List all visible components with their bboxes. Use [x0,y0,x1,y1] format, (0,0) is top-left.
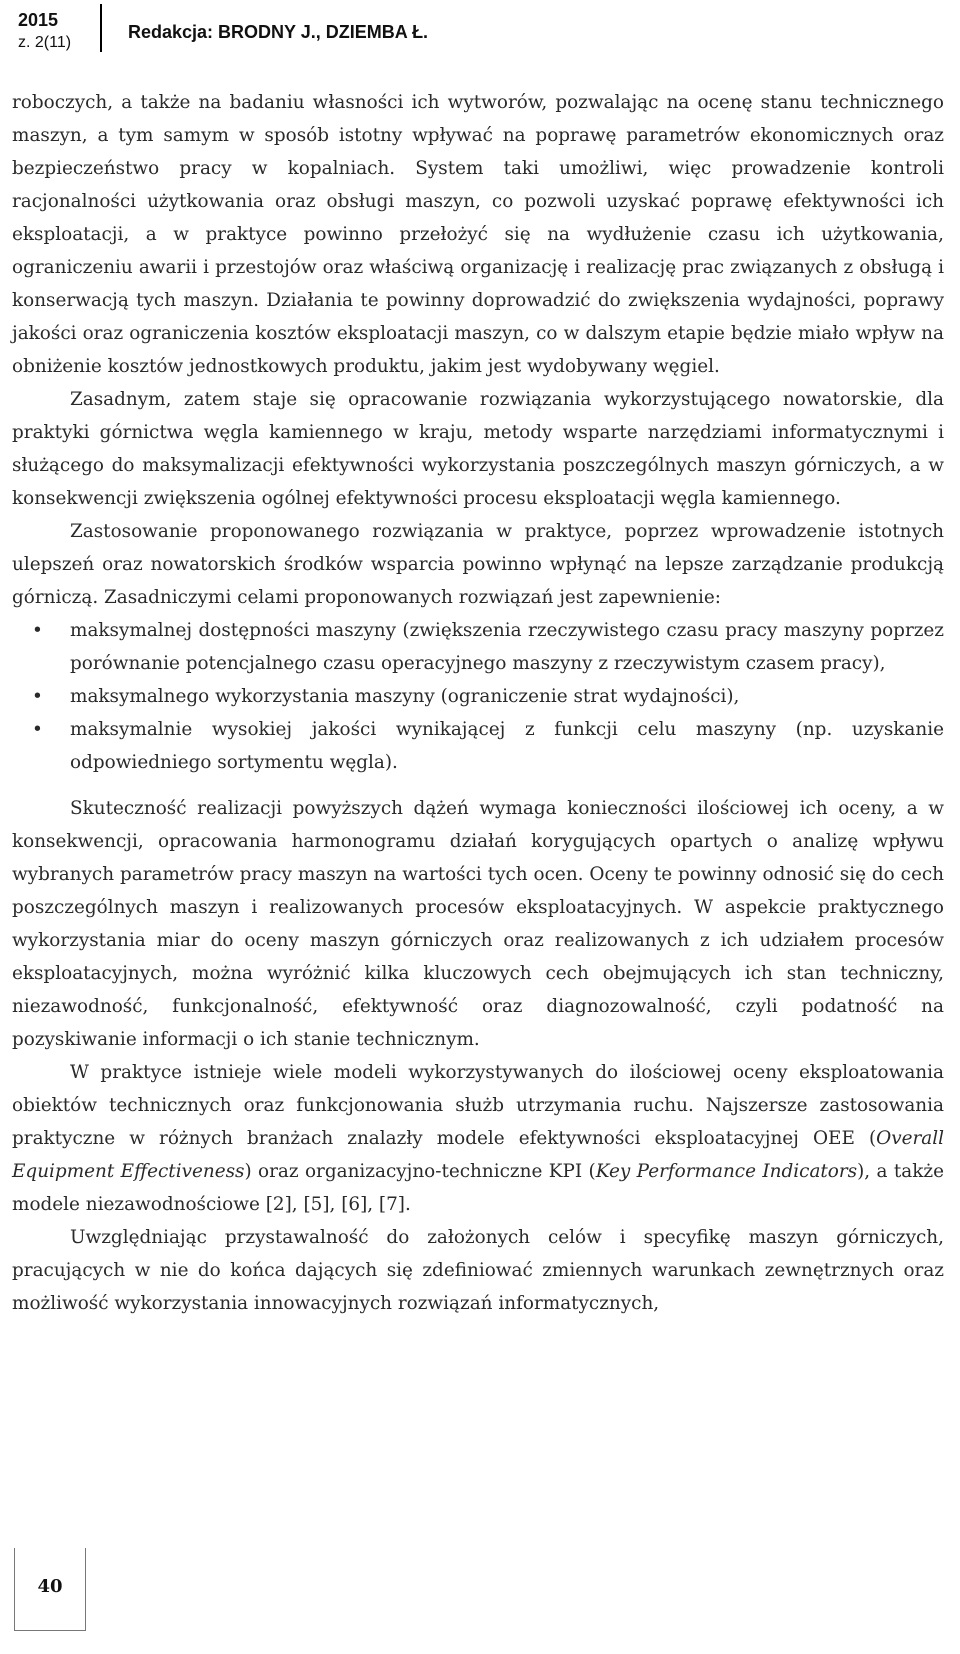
list-item-text: maksymalnej dostępności maszyny (zwiększenia rzeczywistego czasu pracy maszyny poprzez porównanie potencjalnego czasu operacyjnego maszyny z rzeczywistym czasem pracy), [70,620,944,674]
page-number: 40 [37,1576,63,1597]
list-item [12,614,944,680]
kpi-term: Key Performance Indicators [595,1161,858,1182]
list-item-text: maksymalnie wysokiej jakości wynikającej z funkcji celu maszyny (np. uzyskanie odpowiedniego sortymentu węgla). [70,719,944,773]
bullet-icon: • [32,686,43,707]
paragraph-3: Zastosowanie proponowanego rozwiązania w praktyce, poprzez wprowadzenie istotnych ulepszeń oraz nowatorskich środków wsparcia powinno wpłynąć na lepsze zarządzanie produkcją górniczą. Zasadniczymi celami proponowanych rozwiązań jest zapewnienie: [12,521,944,608]
paragraph-5 [12,1056,944,1221]
header-issue: z. 2(11) [18,34,72,51]
list-item-text: maksymalnego wykorzystania maszyny (ograniczenie strat wydajności), [70,686,740,707]
paragraph-5-text-3: ), a także modele niezawodnościowe [2], [5], [6], [7]. [12,1161,944,1215]
page-number-box [14,1548,86,1631]
paragraph-6: Uwzględniając przystawalność do założonych celów i specyfikę maszyn górniczych, pracujących w nie do końca dających się zdefiniować zmiennych warunkach zewnętrznych oraz możliwość wykorzystania innowacyjnych rozwiązań informatycznych, [12,1227,944,1314]
paragraph-5-text-1: W praktyce istnieje wiele modeli wykorzystywanych do ilościowej oceny eksploatowania obiektów technicznych oraz funkcjonowania służb utrzymania ruchu. Najszersze zastosowania praktyczne w różnych branżach znalazły modele efektywności eksploatacyjnej OEE ( [12,1062,944,1149]
paragraph-2: Zasadnym, zatem staje się opracowanie rozwiązania wykorzystującego nowatorskie, dla praktyki górnictwa węgla kamiennego w kraju, metody wsparte narzędziami informatycznymi i służącego do maksymalizacji efektywności wykorzystania poszczególnych maszyn górniczych, a w konsekwencji zwiększenia ogólnej efektywności procesu eksploatacji węgla kamiennego. [12,389,944,509]
article-body [12,86,944,1320]
paragraph-4: Skuteczność realizacji powyższych dążeń wymaga konieczności ilościowej ich oceny, a w konsekwencji, opracowania harmonogramu działań korygujących opartych o analizę wpływu wybranych parametrów pracy maszyn na wartości tych ocen. Oceny te powinny odnosić się do cech poszczególnych maszyn i realizowanych procesów eksploatacyjnych. W aspekcie praktycznego wykorzystania miar do oceny maszyn górniczych oraz realizowanych z ich udziałem procesów eksploatacyjnych, można wyróżnić kilka kluczowych cech obejmujących ich stan techniczny, niezawodność, funkcjonalność, efektywność oraz diagnozowalność, czyli podatność na pozyskiwanie informacji o ich stanie technicznym. [12,798,944,1050]
header-editors: Redakcja: BRODNY J., DZIEMBA Ł. [128,22,429,42]
goals-list [12,614,944,779]
header-year: 2015 [18,10,59,30]
paragraph-5-text-2: ) oraz organizacyjno-techniczne KPI ( [244,1161,596,1182]
oee-term: Overall Equipment Effectiveness [12,1128,944,1182]
bullet-icon: • [32,620,43,641]
list-item [12,680,944,713]
bullet-icon: • [32,719,43,740]
list-item [12,713,944,779]
page-header [0,0,960,60]
paragraph-1: roboczych, a także na badaniu własności ich wytworów, pozwalając na ocenę stanu technicznego maszyn, a tym samym w sposób istotny wpływać na poprawę parametrów ekonomicznych oraz bezpieczeństwo pracy w kopalniach. System taki umożliwi, więc prowadzenie kontroli racjonalności użytkowania oraz obsługi maszyn, co pozwoli uzyskać poprawę efektywności ich eksploatacji, a w praktyce powinno przełożyć się na wydłużenie czasu ich użytkowania, ograniczeniu awarii i przestojów oraz właściwą organizację i realizację prac związanych z obsługą i konserwacją tych maszyn. Działania te powinny doprowadzić do zwiększenia wydajności, poprawy jakości oraz ograniczenia kosztów eksploatacji maszyn, co w dalszym etapie będzie miało wpływ na obniżenie kosztów jednostkowych produktu, jakim jest wydobywany węgiel. [12,92,944,377]
